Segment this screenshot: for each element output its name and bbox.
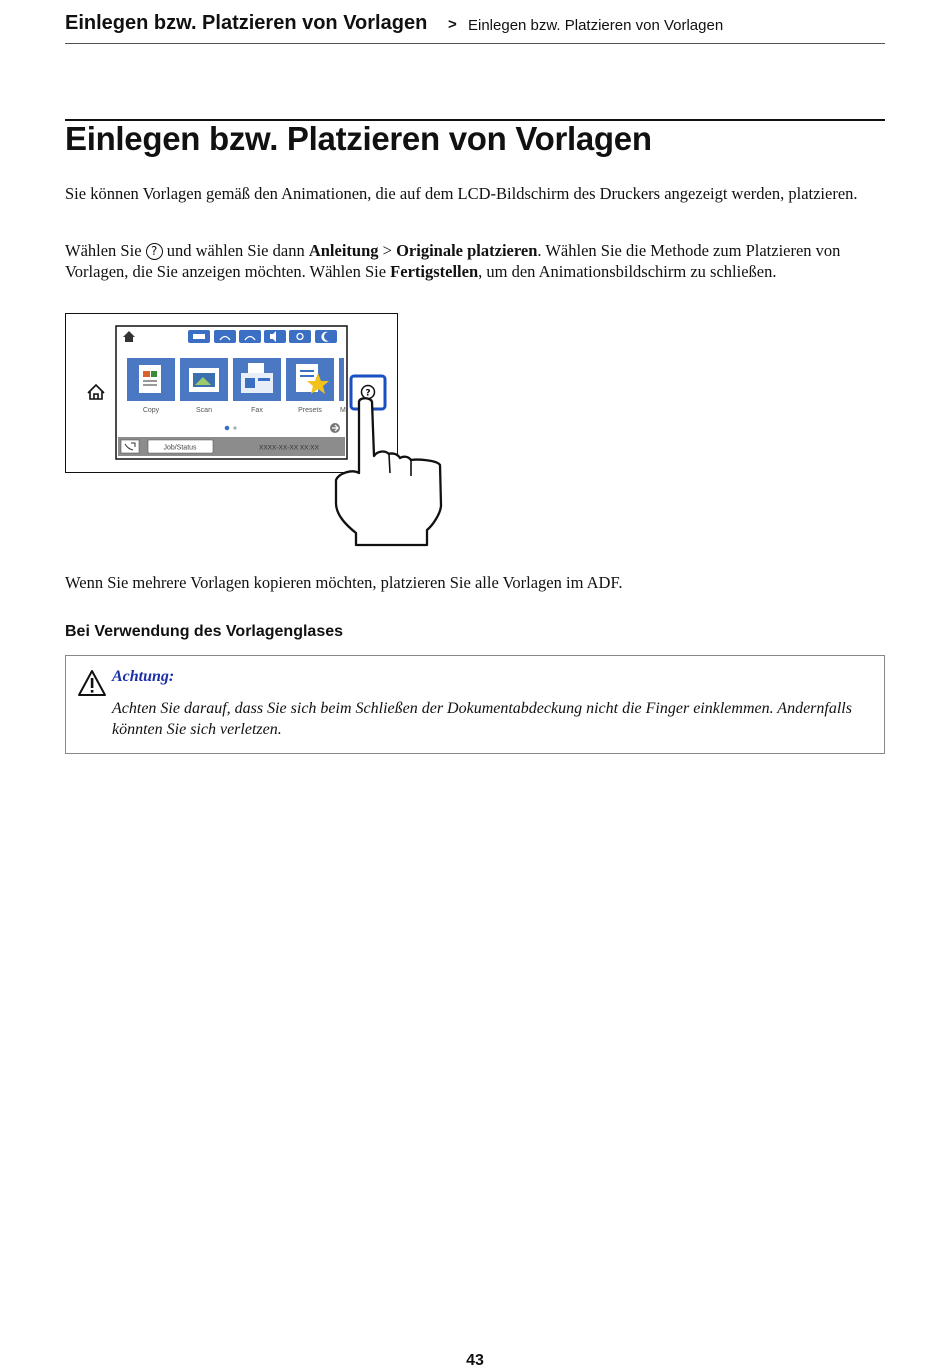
settings-icon [289, 330, 311, 343]
menu-anleitung: Anleitung [308, 241, 379, 260]
page-dot [233, 426, 236, 429]
next-arrow-icon [330, 423, 340, 433]
page-dot-active [225, 426, 230, 431]
header-section: Einlegen bzw. Platzieren von Vorlagen [65, 12, 428, 34]
app-tile-presets [286, 358, 334, 401]
page-number: 43 [466, 1352, 484, 1369]
help-icon: ? [146, 243, 163, 260]
menu-originale-platzieren: Originale platzieren [396, 241, 538, 260]
caution-box [65, 655, 885, 754]
page-title: Einlegen bzw. Platzieren von Vorlagen [65, 120, 652, 157]
adf-paragraph: Wenn Sie mehrere Vorlagen kopieren möchten, platzieren Sie alle Vorlagen im ADF. [65, 573, 623, 592]
help-symbol: ? [365, 388, 371, 399]
intro-paragraph: Sie können Vorlagen gemäß den Animationen, die auf dem LCD-Bildschirm des Druckers angezeigt werden, platzieren. [65, 184, 858, 203]
caution-text: Achten Sie darauf, dass Sie sich beim Schließen der Dokumentabdeckung nicht die Finger einklemmen. Andernfalls könnten Sie sich verletzen. [112, 700, 852, 738]
instruction-paragraph [65, 240, 885, 282]
instruction-text-5: , um den Animationsbildschirm zu schließen. [478, 262, 777, 281]
app-label-presets: Presets [298, 407, 322, 414]
printer-panel-illustration [65, 313, 465, 553]
app-label-scan: Scan [196, 407, 212, 414]
app-tile-fax [233, 358, 281, 401]
caution-title: Achtung: [112, 668, 175, 685]
job-status-label: Job/Status [163, 444, 197, 452]
instruction-text-4: . Wählen Sie die Methode zum Platzieren von Vorlagen, die Sie anzeigen möchten. Wählen Sie [65, 241, 841, 281]
warning-triangle-icon [77, 669, 107, 697]
app-label-more: M [340, 407, 346, 414]
fax-status-icon [121, 440, 139, 453]
app-tile-copy [127, 358, 175, 401]
instruction-text-3: > [378, 241, 397, 260]
header-separator: > [448, 16, 457, 33]
menu-fertigstellen: Fertigstellen [390, 262, 479, 281]
datetime-label: XXXX-XX-XX XX:XX [259, 444, 319, 452]
app-tile-scan [180, 358, 228, 401]
instruction-text-2: und wählen Sie dann [162, 241, 309, 260]
app-label-copy: Copy [142, 407, 160, 414]
section-subheading: Bei Verwendung des Vorlagenglases [65, 623, 344, 640]
app-tile-more [339, 358, 344, 401]
app-label-fax: Fax [251, 407, 263, 414]
header-subsection: Einlegen bzw. Platzieren von Vorlagen [468, 17, 724, 34]
instruction-text-1: Wählen Sie [65, 241, 146, 260]
running-header [65, 10, 885, 44]
